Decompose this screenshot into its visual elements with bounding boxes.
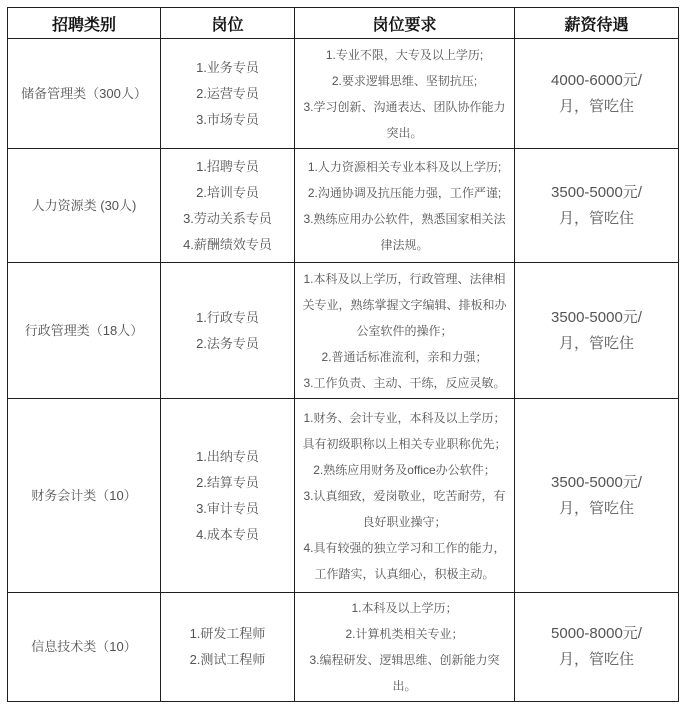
header-category: 招聘类别 (8, 8, 161, 39)
position-item: 1.业务专员 (196, 59, 259, 75)
category-text: 行政管理类（18人） (24, 322, 144, 338)
position-item: 2.结算专员 (196, 474, 259, 490)
requirement-item: 1.财务、会计专业，本科及以上学历；具有初级职称以上相关专业职称优先； (302, 410, 507, 451)
salary-cell (515, 399, 679, 593)
salary-line: 月，管吃住 (558, 97, 634, 115)
position-item: 4.成本专员 (196, 526, 259, 542)
salary-line: 3500-5000元/ (551, 473, 642, 491)
salary-line: 月，管吃住 (558, 209, 634, 227)
position-item: 2.测试工程师 (189, 652, 266, 667)
requirement-item: 2.沟通协调及抗压能力强，工作严谨; (307, 185, 502, 200)
requirement-item: 2.要求逻辑思维、坚韧抗压; (331, 73, 478, 88)
requirement-item: 2.普通话标准流利，亲和力强； (321, 349, 488, 364)
requirements-cell (295, 39, 515, 149)
salary-line: 3500-5000元/ (551, 308, 642, 326)
table-row (8, 39, 679, 149)
salary-cell (515, 39, 679, 149)
table-row (8, 593, 679, 702)
category-text: 人力资源类 (30人) (31, 197, 137, 213)
table-header-row (8, 8, 679, 39)
header-position: 岗位 (161, 8, 295, 39)
salary-cell (515, 593, 679, 702)
header-salary: 薪资待遇 (515, 8, 679, 39)
requirements-cell (295, 149, 515, 263)
positions-cell (161, 593, 295, 702)
salary-line: 月，管吃住 (558, 499, 634, 517)
table-body (8, 39, 679, 702)
positions-cell (161, 399, 295, 593)
position-item: 1.行政专员 (196, 309, 259, 325)
position-item: 3.市场专员 (196, 111, 259, 127)
requirement-item: 2.熟练应用财务及office办公软件； (313, 462, 496, 477)
requirement-item: 3.工作负责、主动、干练，反应灵敏。 (303, 375, 506, 390)
salary-line: 月，管吃住 (558, 651, 634, 668)
position-item: 2.运营专员 (196, 85, 259, 101)
requirements-cell (295, 593, 515, 702)
positions-cell (161, 149, 295, 263)
requirement-item: 3.认真细致，爱岗敬业，吃苦耐劳，有良好职业操守； (303, 488, 506, 529)
requirement-item: 2.计算机类相关专业； (345, 627, 464, 641)
positions-cell (161, 263, 295, 399)
requirement-item: 3.学习创新、沟通表达、团队协作能力突出。 (303, 99, 506, 140)
position-item: 3.劳动关系专员 (183, 210, 272, 226)
requirement-item: 3.熟练应用办公软件，熟悉国家相关法律法规。 (303, 211, 506, 252)
requirements-cell (295, 399, 515, 593)
position-item: 2.培训专员 (196, 184, 259, 200)
position-item: 2.法务专员 (196, 335, 259, 351)
salary-line: 5000-8000元/ (551, 625, 642, 642)
requirement-item: 3.编程研发、逻辑思维、创新能力突出。 (309, 653, 500, 693)
table-header (8, 8, 679, 39)
requirements-cell (295, 263, 515, 399)
recruitment-table (7, 7, 679, 702)
requirement-item: 1.人力资源相关专业本科及以上学历; (307, 159, 502, 174)
position-item: 1.研发工程师 (189, 626, 266, 641)
requirement-item: 4.具有较强的独立学习和工作的能力，工作踏实，认真细心，积极主动。 (303, 540, 506, 581)
category-cell (8, 593, 161, 702)
position-item: 1.招聘专员 (196, 158, 259, 174)
table-row (8, 263, 679, 399)
category-cell (8, 39, 161, 149)
positions-cell (161, 39, 295, 149)
salary-line: 4000-6000元/ (551, 71, 642, 89)
requirement-item: 1.专业不限，大专及以上学历; (325, 47, 484, 62)
salary-cell (515, 149, 679, 263)
header-requirements: 岗位要求 (295, 8, 515, 39)
position-item: 1.出纳专员 (196, 448, 259, 464)
category-text: 信息技术类（10） (31, 639, 137, 654)
salary-cell (515, 263, 679, 399)
category-cell (8, 399, 161, 593)
salary-line: 3500-5000元/ (551, 183, 642, 201)
table-row (8, 399, 679, 593)
position-item: 4.薪酬绩效专员 (183, 236, 272, 252)
category-cell (8, 149, 161, 263)
position-item: 3.审计专员 (196, 500, 259, 516)
table-row (8, 149, 679, 263)
category-cell (8, 263, 161, 399)
category-text: 财务会计类（10） (31, 487, 137, 503)
requirement-item: 1.本科及以上学历，行政管理、法律相关专业，熟练掌握文字编辑、排板和办公室软件的操作； (302, 271, 507, 338)
salary-line: 月，管吃住 (558, 334, 634, 352)
category-text: 储备管理类（300人） (21, 85, 147, 101)
requirement-item: 1.本科及以上学历； (351, 601, 458, 615)
